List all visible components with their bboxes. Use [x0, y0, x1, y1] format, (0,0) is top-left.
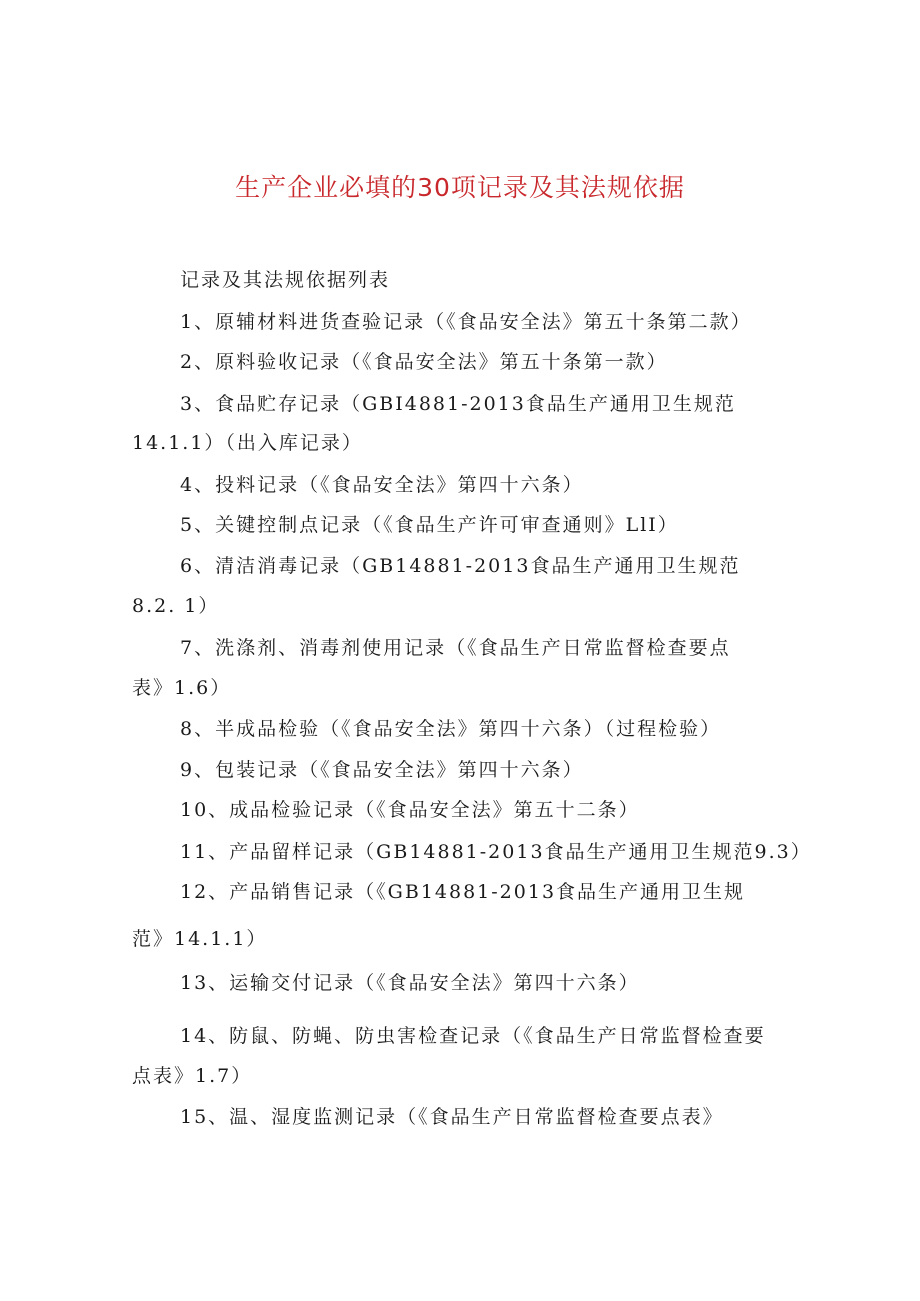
record-item-5: 5、关键控制点记录（《食品生产许可审查通则》LlI） [180, 514, 679, 536]
record-item-15: 15、温、湿度监测记录（《食品生产日常监督检查要点表》 [180, 1106, 724, 1128]
list-heading: 记录及其法规依据列表 [180, 269, 391, 291]
record-item-9: 9、包装记录（《食品安全法》第四十六条） [180, 759, 584, 781]
record-item-7: 7、洗涤剂、消毒剂使用记录（《食品生产日常监督检查要点 [180, 637, 731, 659]
record-item-8: 8、半成品检验（《食品安全法》第四十六条）（过程检验） [180, 718, 722, 740]
record-item-10: 10、成品检验记录（《食品安全法》第五十二条） [180, 799, 640, 821]
record-item-12-continued: 范》14.1.1） [132, 928, 268, 950]
record-item-12: 12、产品销售记录（《GB14881-2013食品生产通用卫生规 [180, 881, 746, 903]
record-item-14-continued: 点表》1.7） [132, 1065, 253, 1087]
record-item-6-continued: 8.2. 1） [132, 595, 220, 617]
record-item-3: 3、食品贮存记录（GBI4881-2013食品生产通用卫生规范 [180, 393, 736, 415]
document-title: 生产企业必填的30项记录及其法规依据 [235, 173, 685, 202]
record-item-1: 1、原辅材料进货查验记录（《食品安全法》第五十条第二款） [180, 311, 752, 333]
record-item-6: 6、清洁消毒记录（GB14881-2013食品生产通用卫生规范 [180, 555, 741, 577]
record-item-11: 11、产品留样记录（GB14881-2013食品生产通用卫生规范9.3） [180, 841, 812, 863]
record-item-4: 4、投料记录（《食品安全法》第四十六条） [180, 474, 584, 496]
record-item-7-continued: 表》1.6） [132, 677, 232, 699]
record-item-13: 13、运输交付记录（《食品安全法》第四十六条） [180, 972, 640, 994]
record-item-3-continued: 14.1.1）（出入库记录） [132, 432, 363, 454]
record-item-14: 14、防鼠、防蝇、防虫害检查记录（《食品生产日常监督检查要 [180, 1025, 766, 1047]
record-item-2: 2、原料验收记录（《食品安全法》第五十条第一款） [180, 351, 668, 373]
